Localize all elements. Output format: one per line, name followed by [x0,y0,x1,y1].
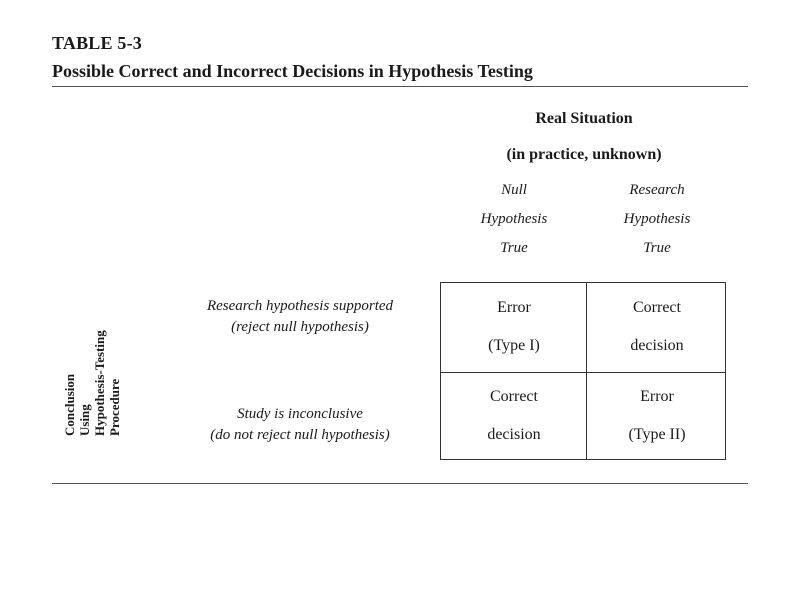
row-label-line: (reject null hypothesis) [231,319,369,335]
column-header-line: Hypothesis [623,211,691,227]
row-label-inconclusive [150,404,450,446]
column-header-research-true [583,176,731,263]
column-header-line: True [643,240,671,256]
bottom-rule [52,483,748,484]
column-header-line: Null [501,182,527,198]
cell-line: decision [630,337,684,354]
column-header-line: Hypothesis [480,211,548,227]
row-label-supported [150,296,450,338]
cell-line: Error [497,299,531,316]
cell-line: Error [640,388,674,405]
cell-type-i-error [441,282,587,372]
cell-line: (Type I) [488,337,540,354]
row-group-label-line: Conclusion [62,373,77,436]
column-header-line: True [500,240,528,256]
table-number: TABLE 5-3 [52,33,142,53]
cell-line: (Type II) [628,426,686,443]
cell-line: Correct [633,299,681,316]
cell-line: decision [487,426,541,443]
cell-correct-decision [584,282,730,372]
row-group-label [62,330,122,436]
row-label-line: Research hypothesis supported [206,298,394,314]
column-header-null-true [440,176,588,263]
column-group-header: Real Situation [535,110,633,127]
column-header-line: Research [629,182,685,198]
row-group-label-line: Procedure [107,378,122,436]
row-label-line: (do not reject null hypothesis) [210,427,390,443]
cell-line: Correct [490,388,538,405]
row-label-line: Study is inconclusive [237,406,363,422]
cell-type-ii-error [584,372,730,460]
cell-correct-decision [441,372,587,460]
table-title: Possible Correct and Incorrect Decisions in Hypothesis Testing [52,61,533,81]
row-group-label-line: Hypothesis-Testing [92,330,107,436]
column-group-subheader: (in practice, unknown) [506,146,662,163]
top-rule [52,86,748,87]
row-group-label-line: Using [77,404,92,436]
